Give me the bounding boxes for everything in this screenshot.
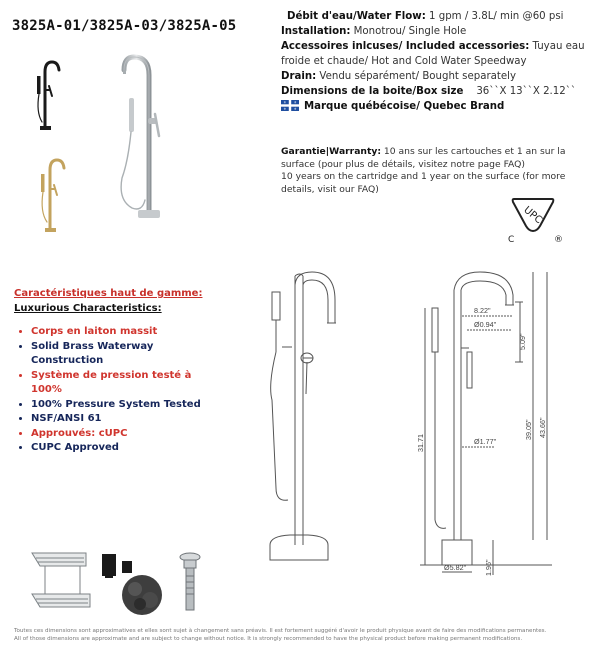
corner-shelf-image: [32, 553, 90, 607]
list-item: • Approuvés: cUPC: [31, 427, 224, 442]
dim-height-a: 39.05": [524, 419, 533, 440]
warranty-text-fr: 10 ans sur les cartouches et 1 an sur la surface (pour plus de détails, visitez notre page FAQ): [281, 146, 566, 170]
disclaimer: [14, 627, 582, 643]
model-number: 3825A-01/3825A-03/3825A-05: [12, 18, 237, 34]
features-title-en: Luxurious Characteristics:: [14, 302, 162, 314]
dim-base-height: 1.96": [484, 559, 493, 576]
brushed-nickel-faucet-image: [121, 57, 160, 218]
features-title-fr: Caractéristiques haut de gamme:: [14, 288, 203, 299]
warranty-text-en: 10 years on the cartridge and 1 year on the surface (for more details, visit our FAQ): [281, 171, 566, 195]
loofah-image: [122, 575, 162, 615]
spec-value: 1 gpm / 3.8L/ min @60 psi: [425, 11, 564, 22]
dim-height-c: 31.71: [416, 434, 425, 452]
dim-spout-drop: 5.09": [518, 333, 527, 350]
cert-c-text: C: [508, 235, 515, 245]
list-item: • CUPC Approved: [31, 441, 224, 456]
spec-value: Tuyau eau froide et chaude/ Hot and Cold Water Speedway: [281, 41, 585, 67]
spec-label: Installation:: [281, 26, 351, 37]
svg-text:⚜: ⚜: [283, 107, 287, 111]
list-item: • NSF/ANSI 61: [31, 412, 224, 427]
list-item: • 100% Pressure System Tested: [31, 398, 224, 413]
black-faucet-image: [37, 62, 59, 130]
pop-up-drain-image: [180, 553, 200, 610]
cert-mark-text: UPC: [521, 204, 545, 227]
cert-r-text: ®: [554, 235, 563, 245]
technical-drawing-front: [270, 272, 336, 560]
dim-base-dia: Ø5.82": [444, 563, 467, 572]
spec-value: Vendu séparément/ Bought separately: [316, 71, 516, 82]
dim-spout-dia: Ø0.94": [474, 320, 497, 329]
disclaimer-en: All of those dimensions are approximate and are subject to change without notice. It is strongly recommended to have the physical product before making permanent modifications.: [14, 636, 523, 642]
dim-pipe-dia: Ø1.77": [474, 437, 497, 446]
list-item: • Solid Brass Waterway Construction: [31, 340, 224, 369]
black-hook-image: [102, 554, 132, 578]
spec-label: Débit d'eau/Water Flow:: [287, 11, 426, 22]
disclaimer-fr: Toutes ces dimensions sont approximatives et elles sont sujet à changement sans préavis. Il est fortement suggéré d'avoir le produit physique avant de faire des modifications permanentes.: [14, 628, 547, 634]
spec-label: Drain:: [281, 71, 317, 82]
list-item: • Corps en laiton massit: [31, 325, 224, 340]
svg-text:⚜: ⚜: [293, 107, 297, 111]
gold-faucet-image: [41, 160, 64, 232]
dimension-labels: [416, 306, 547, 576]
dim-height-b: 43.66": [538, 417, 547, 438]
spec-label: Dimensions de la boite/Box size: [281, 86, 464, 97]
spec-label: Accessoires inlcuses/ Included accessories:: [281, 41, 530, 52]
list-item: • Système de pression testé à 100%: [31, 369, 224, 398]
brand-text: Marque québécoise/ Quebec Brand: [304, 101, 505, 112]
spec-value: 36``X 13``X 2.12``: [463, 86, 576, 97]
spec-value: Monotrou/ Single Hole: [350, 26, 467, 37]
svg-text:⚜: ⚜: [283, 100, 287, 105]
warranty-label: Garantie|Warranty:: [281, 146, 382, 157]
dim-spout-reach: 8.22": [474, 306, 491, 315]
svg-text:⚜: ⚜: [293, 100, 297, 105]
